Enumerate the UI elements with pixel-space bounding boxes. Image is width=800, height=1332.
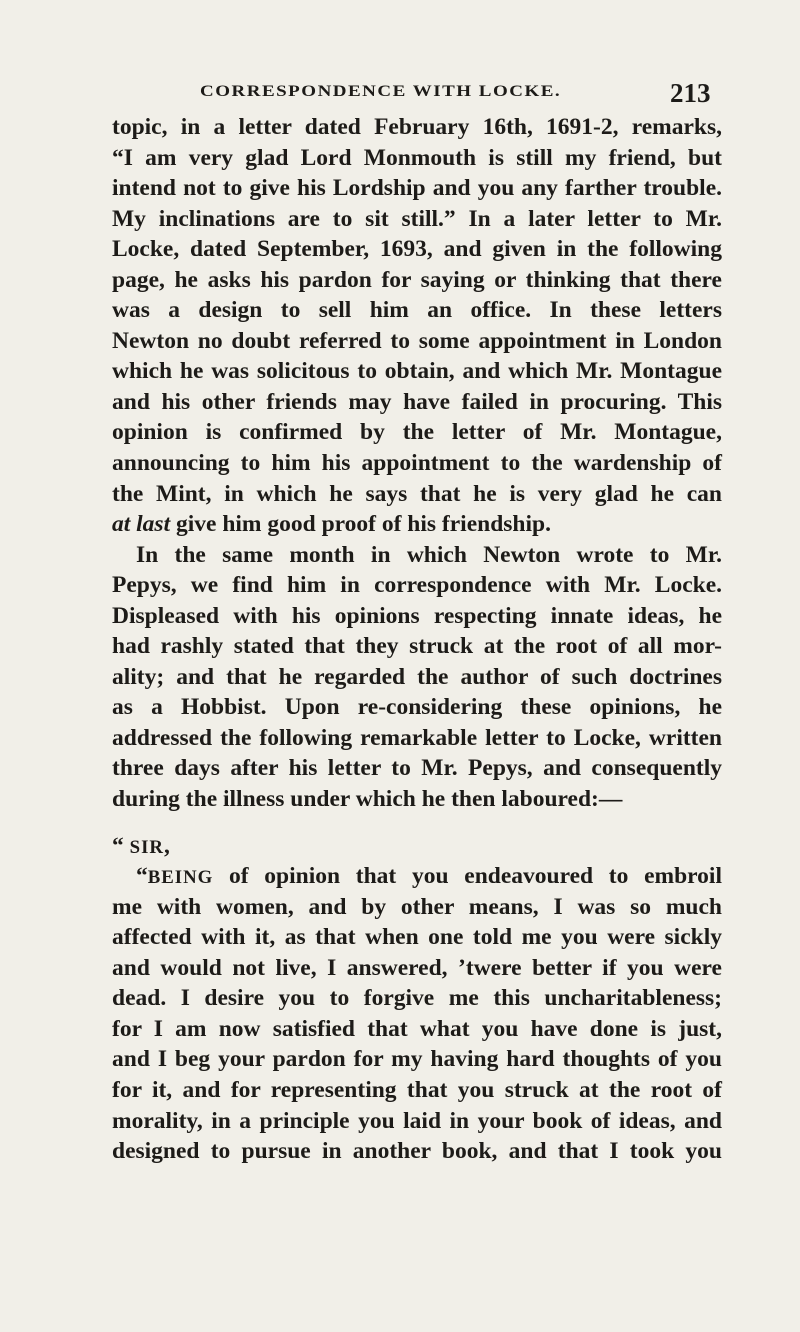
text-line: ality; and that he regarded the author of such doctrines bbox=[112, 663, 722, 690]
text-line: for I am now satisfied that what you have done is just, bbox=[112, 1015, 722, 1042]
text-line: In the same month in which Newton wrote to Mr. bbox=[136, 541, 722, 568]
text-line: announcing to him his appointment to the wardenship of bbox=[112, 450, 722, 477]
text-line: and would not live, I answered, ’twere better if you were bbox=[112, 954, 722, 981]
text-line-rest: of opinion that you endeavoured to embroil bbox=[229, 863, 722, 890]
text-line: me with women, and by other means, I was so much bbox=[112, 893, 722, 920]
text-line: opinion is confirmed by the letter of Mr. Montague, bbox=[112, 419, 722, 446]
text-line: affected with it, as that when one told me you were sickly bbox=[112, 924, 722, 951]
text-line: intend not to give his Lordship and you any farther trouble. bbox=[112, 175, 722, 202]
text-line: My inclinations are to sit still.” In a later letter to Mr. bbox=[112, 205, 722, 232]
text-line: had rashly stated that they struck at the root of all mor- bbox=[112, 633, 722, 660]
text-line: and his other friends may have failed in procuring. This bbox=[112, 388, 722, 415]
text-line bbox=[112, 509, 722, 540]
salutation-word: SIR bbox=[129, 836, 164, 858]
text-line: page, he asks his pardon for saying or thinking that there bbox=[112, 266, 722, 293]
text-line: designed to pursue in another book, and that I took you bbox=[112, 1138, 722, 1165]
open-quote: “ bbox=[112, 832, 124, 859]
text-line: which he was solicitous to obtain, and which Mr. Montague bbox=[112, 358, 722, 385]
text-line: during the illness under which he then laboured:— bbox=[112, 786, 623, 813]
text-line: addressed the following remarkable letter to Locke, written bbox=[112, 724, 722, 751]
text-line: was a design to sell him an office. In these letters bbox=[112, 297, 722, 324]
salutation bbox=[112, 831, 722, 862]
text-line: three days after his letter to Mr. Pepys, and consequently bbox=[112, 755, 722, 782]
open-quote: “ bbox=[136, 863, 148, 890]
text-line bbox=[112, 861, 722, 892]
running-head: CORRESPONDENCE WITH LOCKE. bbox=[200, 83, 562, 101]
page-number: 213 bbox=[670, 78, 711, 108]
text-line: for it, and for representing that you struck at the root of bbox=[112, 1076, 722, 1103]
text-line: and I beg your pardon for my having hard thoughts of you bbox=[112, 1046, 722, 1073]
text-line: Displeased with his opinions respecting innate ideas, he bbox=[112, 602, 722, 629]
text-line: Locke, dated September, 1693, and given in the following bbox=[112, 236, 722, 263]
italic-phrase: at last bbox=[112, 511, 171, 538]
body-text bbox=[112, 112, 722, 1167]
text-line: morality, in a principle you laid in your book of ideas, and bbox=[112, 1107, 722, 1134]
text-line: as a Hobbist. Upon re-considering these opinions, he bbox=[112, 694, 722, 721]
text-line-rest: give him good proof of his friendship. bbox=[175, 511, 551, 538]
text-line: topic, in a letter dated February 16th, 1691-2, remarks, bbox=[112, 114, 722, 140]
text-line: dead. I desire you to forgive me this uncharitableness; bbox=[112, 985, 722, 1012]
text-line: Newton no doubt referred to some appointment in London bbox=[112, 327, 722, 354]
text-line: the Mint, in which he says that he is very glad he can bbox=[112, 480, 722, 507]
text-line: Pepys, we find him in correspondence with Mr. Locke. bbox=[112, 572, 722, 599]
comma: , bbox=[163, 832, 170, 859]
text-line: “I am very glad Lord Monmouth is still my friend, but bbox=[112, 144, 722, 171]
small-caps-word: BEING bbox=[147, 867, 214, 889]
